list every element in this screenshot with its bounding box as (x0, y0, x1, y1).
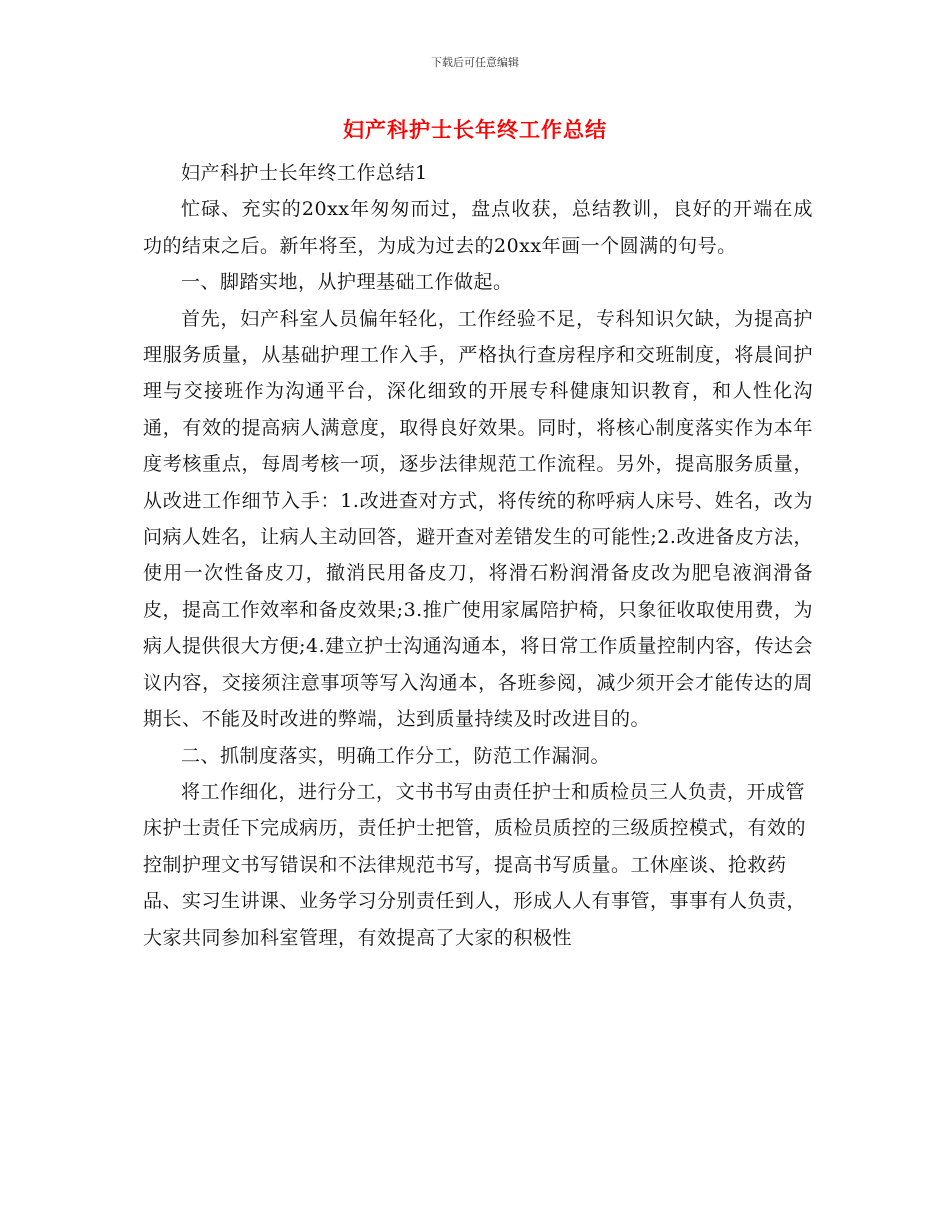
intro-paragraph: 忙碌、充实的20xx年匆匆而过，盘点收获，总结教训，良好的开端在成功的结束之后。新年将至，为成为过去的20xx年画一个圆满的句号。 (143, 198, 813, 257)
body-paragraph: 将工作细化，进行分工，文书书写由责任护士和质检员三人负责，开成管床护士责任下完成病历，责任护士把管，质检员质控的三级质控模式，有效的控制护理文书写错误和不法律规范书写，提高书写质量。工休座谈、抢救药品、实习生讲课、业务学习分别责任到人，形成人人有事管，事事有人负责，大家共同参加科室管理，有效提高了大家的积极性 (143, 780, 807, 949)
section-heading: 二、抓制度落实，明确工作分工，防范工作漏洞。 (181, 744, 611, 767)
section-heading-1: 妇产科护士长年终工作总结1 (181, 162, 428, 184)
section-heading: 一、脚踏实地，从护理基础工作做起。 (181, 271, 513, 294)
header-note: 下载后可任意编辑 (431, 56, 519, 69)
document-body (143, 155, 813, 956)
document-title: 妇产科护士长年终工作总结 (343, 118, 607, 142)
body-paragraph: 首先，妇产科室人员偏年轻化，工作经验不足，专科知识欠缺，为提高护理服务质量，从基础护理工作入手，严格执行查房程序和交班制度，将晨间护理与交接班作为沟通平台，深化细致的开展专科健康知识教育，和人性化沟通，有效的提高病人满意度，取得良好效果。同时，将核心制度落实作为本年度考核重点，每周考核一项，逐步法律规范工作流程。另外，提高服务质量，从改进工作细节入手：1.改进查对方式，将传统的称呼病人床号、姓名，改为问病人姓名，让病人主动回答，避开查对差错发生的可能性;2.改进备皮方法，使用一次性备皮刀，撤消民用备皮刀，将滑石粉润滑备皮改为肥皂液润滑备皮，提高工作效率和备皮效果;3.推广使用家属陪护椅，只象征收取使用费，为病人提供很大方便;4.建立护士沟通沟通本，将日常工作质量控制内容，传达会议内容，交接须注意事项等写入沟通本，各班参阅，减少须开会才能传达的周期长、不能及时改进的弊端，达到质量持续及时改进目的。 (143, 307, 813, 731)
